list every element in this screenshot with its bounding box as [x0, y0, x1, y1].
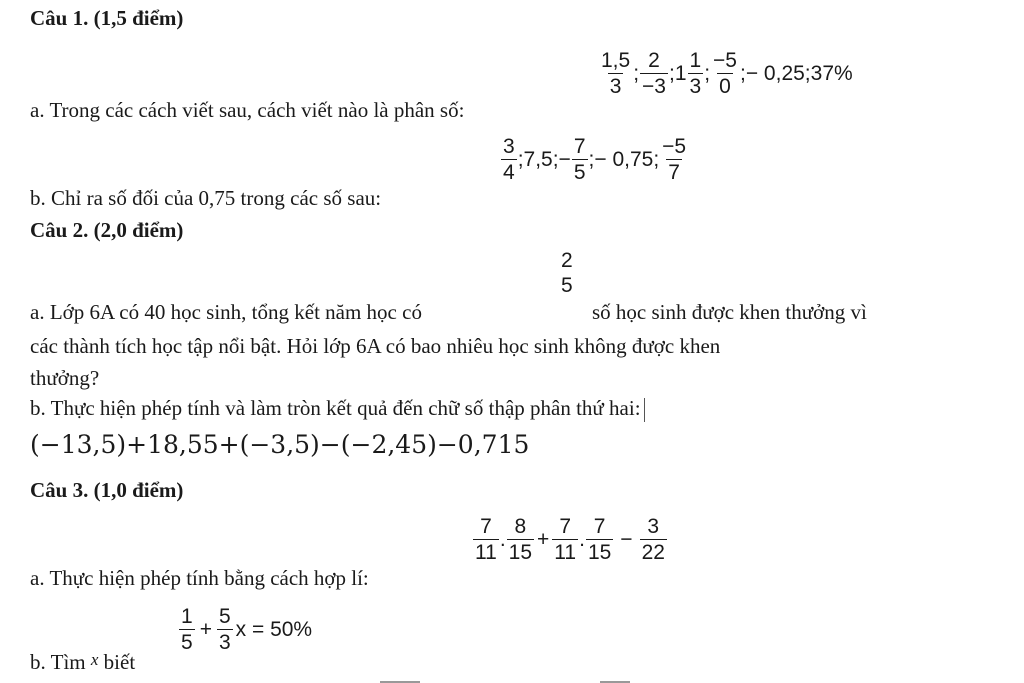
numerator: 1 — [689, 49, 702, 72]
q2-a-text-post: số học sinh được khen thưởng vì — [592, 300, 867, 324]
denominator: 5 — [573, 161, 586, 184]
operator: + — [537, 527, 550, 551]
fraction — [572, 136, 588, 183]
fraction — [507, 516, 534, 563]
q2-a-line3: thưởng? — [30, 366, 100, 390]
denominator: 3 — [689, 75, 702, 98]
q1-b-number-list — [500, 136, 689, 183]
text-cursor — [644, 398, 645, 422]
denominator: 3 — [609, 75, 622, 98]
numerator: 7 — [593, 515, 606, 538]
q3-title: Câu 3. (1,0 điểm) — [30, 478, 184, 502]
q2-b-text — [30, 396, 645, 422]
numerator: −5 — [713, 49, 737, 72]
q2-b-label: b. Thực hiện phép tính và làm tròn kết quả đến chữ số thập phân thứ hai: — [30, 396, 641, 420]
q1-title: Câu 1. (1,5 điểm) — [30, 6, 184, 30]
numerator: 2 — [561, 249, 573, 272]
denominator: 11 — [554, 541, 577, 564]
operator: − — [620, 527, 633, 551]
denominator: 5 — [181, 631, 193, 654]
fraction — [688, 50, 704, 97]
separator: ;7,5;− — [517, 147, 571, 171]
q3-b-text — [30, 650, 135, 675]
operator: . — [499, 527, 506, 551]
fraction — [179, 606, 195, 653]
fraction — [640, 516, 667, 563]
denominator: 22 — [641, 541, 665, 564]
denominator: 5 — [561, 274, 573, 297]
numerator: 7 — [573, 135, 586, 158]
equation-rest: x = 50% — [235, 617, 313, 641]
denominator: 3 — [218, 631, 231, 654]
fraction — [660, 136, 688, 183]
q3-b-label: b. Tìm — [30, 650, 86, 674]
fraction — [559, 250, 575, 296]
numerator: 3 — [503, 135, 515, 158]
q2-a-fraction — [558, 250, 576, 296]
numerator: 1,5 — [601, 49, 631, 72]
numerator: 7 — [480, 515, 492, 538]
denominator: 7 — [668, 161, 680, 184]
q2-a-line2: các thành tích học tập nổi bật. Hỏi lớp 6A có bao nhiêu học sinh không được khen — [30, 334, 721, 358]
fraction — [552, 516, 578, 563]
denominator: 0 — [719, 75, 731, 98]
separator: ; — [633, 61, 640, 85]
denominator: 15 — [508, 541, 533, 564]
tail-values: ;− 0,25;37% — [740, 61, 853, 85]
numerator: 8 — [514, 515, 527, 538]
separator: ; — [704, 61, 711, 85]
fraction — [473, 516, 499, 563]
numerator: 7 — [559, 515, 572, 538]
variable-x: x — [90, 650, 99, 669]
fraction — [640, 50, 668, 97]
fraction — [217, 606, 233, 653]
denominator: 11 — [475, 541, 497, 564]
numerator: 2 — [648, 49, 660, 72]
q3-b-label-2: biết — [103, 650, 136, 674]
denominator: −3 — [642, 75, 666, 98]
separator: ;− 0,75; — [588, 147, 660, 171]
q3-b-equation — [178, 606, 312, 653]
q3-a-expression — [472, 516, 668, 563]
operator: + — [199, 617, 212, 641]
numerator: −5 — [662, 135, 687, 158]
q2-a-text-pre: a. Lớp 6A có 40 học sinh, tổng kết năm học có — [30, 300, 422, 324]
numerator: 5 — [218, 605, 231, 628]
q2-title: Câu 2. (2,0 điểm) — [30, 218, 184, 242]
q3-a-text: a. Thực hiện phép tính bằng cách hợp lí: — [30, 566, 369, 590]
fraction — [711, 50, 739, 97]
fraction — [501, 136, 517, 183]
separator: ;1 — [669, 61, 687, 85]
operator: . — [579, 527, 585, 551]
numerator: 1 — [181, 605, 193, 628]
fraction — [586, 516, 613, 563]
fraction — [599, 50, 632, 97]
q1-a-fraction-list — [598, 50, 853, 97]
denominator: 15 — [587, 541, 612, 564]
numerator: 3 — [647, 515, 660, 538]
q1-b-text: b. Chỉ ra số đối của 0,75 trong các số sau: — [30, 186, 382, 210]
denominator: 4 — [503, 161, 515, 184]
q1-a-text: a. Trong các cách viết sau, cách viết nào là phân số: — [30, 98, 465, 122]
q2-b-expression: (−13,5)+18,55+(−3,5)−(−2,45)−0,715 — [30, 430, 530, 459]
